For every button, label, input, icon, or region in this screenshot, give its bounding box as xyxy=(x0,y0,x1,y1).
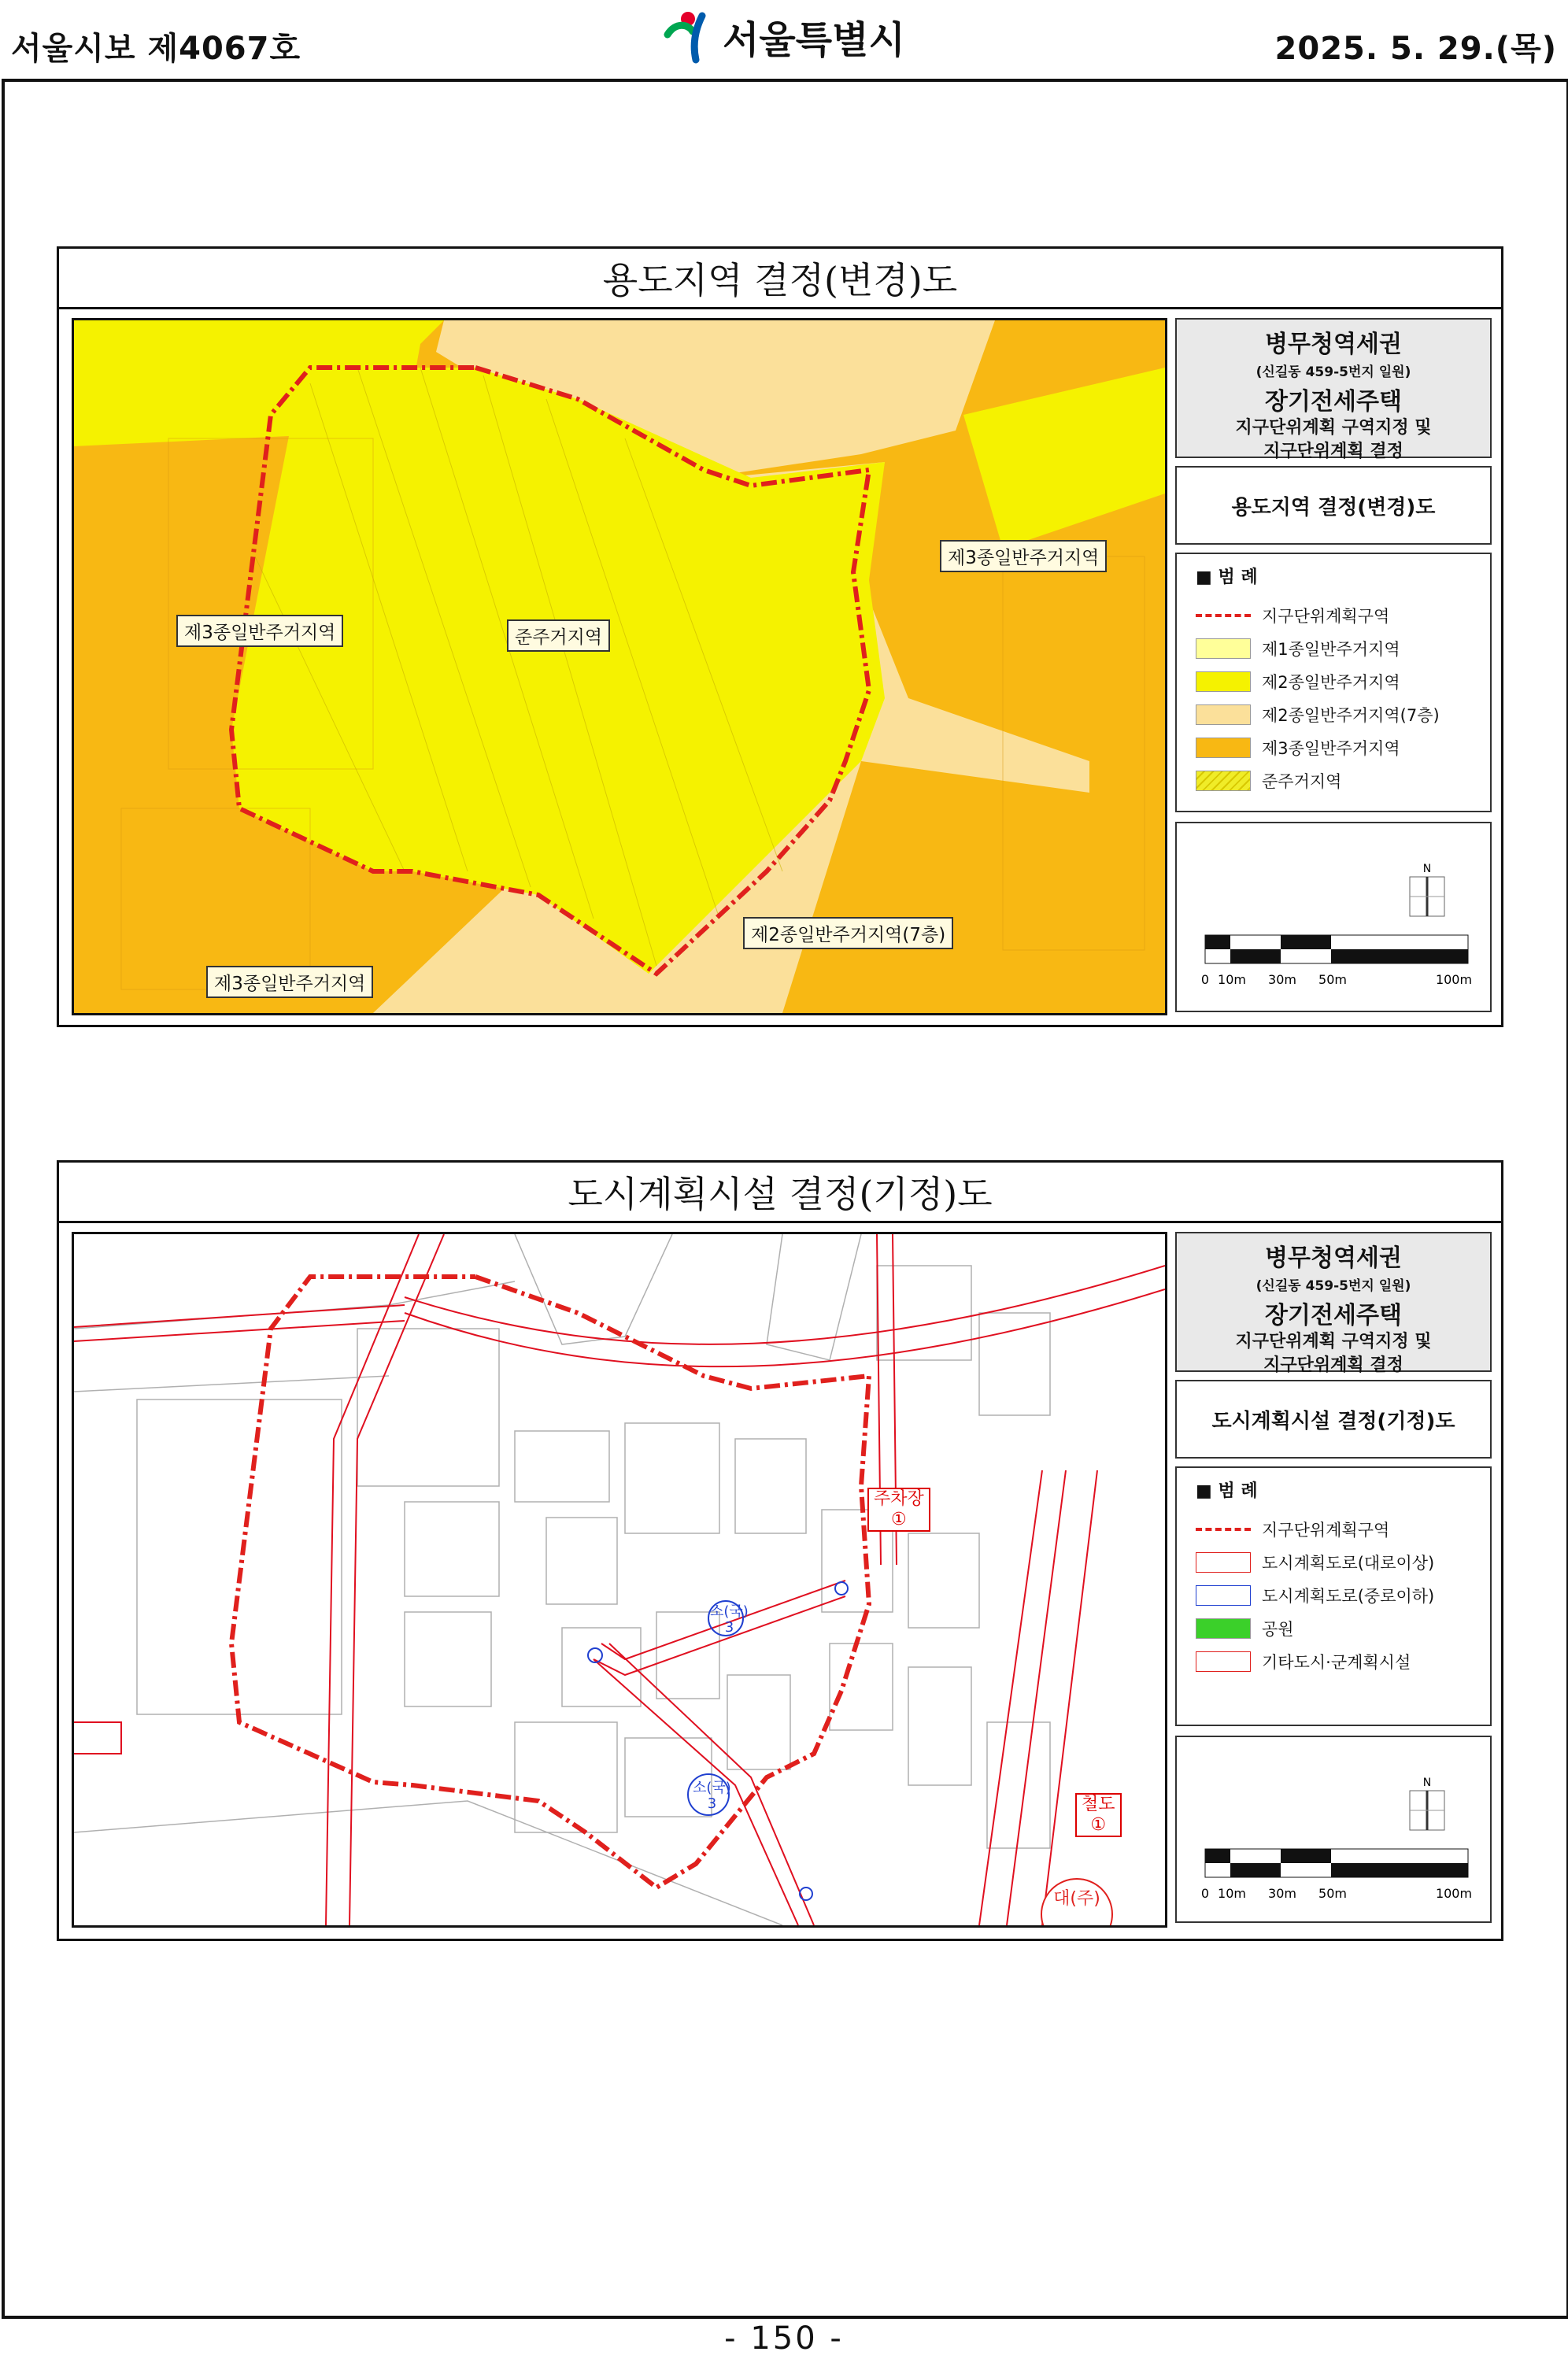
facility-label-parking: 주차장 ① xyxy=(867,1488,930,1532)
scale-label: 100m xyxy=(1435,972,1473,987)
zoning-map-graphic xyxy=(74,320,1165,1013)
project-desc-1: 지구단위계획 구역지정 및 xyxy=(1235,1332,1432,1351)
legend-title: ■ 범 례 xyxy=(1196,1481,1258,1501)
scale-box xyxy=(1175,822,1492,1012)
legend-swatch xyxy=(1196,738,1251,758)
legend-swatch-boundary xyxy=(1196,1519,1251,1540)
facility-map-graphic xyxy=(74,1234,1165,1925)
scale-label: 0 xyxy=(1200,972,1210,987)
project-desc-2: 지구단위계획 결정 xyxy=(1263,1355,1403,1375)
legend-label: 제2종일반주거지역 xyxy=(1262,673,1400,692)
panel-title: 도시계획시설 결정(기정)도 xyxy=(59,1163,1501,1223)
zoning-map-panel xyxy=(57,246,1503,1027)
legend-swatch-boundary xyxy=(1196,605,1251,626)
legend-label: 지구단위계획구역 xyxy=(1262,1521,1390,1540)
facility-map xyxy=(72,1232,1167,1928)
north-label: N xyxy=(1422,863,1432,875)
legend-item xyxy=(1196,1546,1490,1579)
legend-item xyxy=(1196,764,1490,797)
project-subtitle: 장기전세주택 xyxy=(1265,388,1402,416)
zone-label-west: 제3종일반주거지역 xyxy=(176,615,343,647)
seoul-logo xyxy=(661,5,905,68)
facility-map-panel xyxy=(57,1160,1503,1941)
title-block xyxy=(1175,318,1492,461)
project-name: 병무청역세권 xyxy=(1265,1244,1402,1272)
north-label: N xyxy=(1422,1777,1432,1789)
project-desc-2: 지구단위계획 결정 xyxy=(1263,442,1403,461)
legend-swatch xyxy=(1196,704,1251,725)
legend-item xyxy=(1196,632,1490,665)
zone-label-southwest: 제3종일반주거지역 xyxy=(206,966,373,998)
project-address: (신길동 459-5번지 일원) xyxy=(1256,1278,1411,1294)
legend-label: 지구단위계획구역 xyxy=(1262,607,1390,626)
legend-item xyxy=(1196,1579,1490,1612)
scale-label: 10m xyxy=(1218,972,1246,987)
legend-label: 도시계획도로(대로이상) xyxy=(1262,1554,1435,1573)
scale-label: 100m xyxy=(1435,1886,1473,1901)
legend-title: ■ 범 례 xyxy=(1196,568,1258,587)
legend-swatch xyxy=(1196,1585,1251,1606)
title-block xyxy=(1175,1232,1492,1375)
zone-label-center: 준주거지역 xyxy=(507,619,610,652)
publish-date: 2025. 5. 29.(목) xyxy=(1274,31,1557,67)
map-name: 용도지역 결정(변경)도 xyxy=(1231,495,1436,519)
road-label-1: 소(국) 3 xyxy=(710,1603,749,1636)
panel-title: 용도지역 결정(변경)도 xyxy=(59,249,1501,309)
legend-item xyxy=(1196,599,1490,632)
zoning-map xyxy=(72,318,1167,1015)
legend-swatch xyxy=(1196,1552,1251,1573)
zone-label-east: 제3종일반주거지역 xyxy=(940,540,1107,572)
legend-label: 제1종일반주거지역 xyxy=(1262,640,1400,659)
legend-swatch xyxy=(1196,1618,1251,1639)
road-label-2: 소(국) 3 xyxy=(693,1780,731,1812)
project-name: 병무청역세권 xyxy=(1265,331,1402,358)
seoul-logo-icon xyxy=(661,8,716,65)
scale-box xyxy=(1175,1736,1492,1923)
legend-label: 도시계획도로(중로이하) xyxy=(1262,1587,1435,1606)
legend-swatch-hatched xyxy=(1196,771,1251,791)
legend-label: 준주거지역 xyxy=(1262,772,1342,791)
legend-label: 기타도시·군계획시설 xyxy=(1262,1653,1411,1672)
legend-swatch xyxy=(1196,1651,1251,1672)
legend-item xyxy=(1196,665,1490,698)
scale-label: 50m xyxy=(1318,972,1347,987)
scale-label: 0 xyxy=(1200,1886,1210,1901)
north-arrow-icon xyxy=(1177,1737,1490,1921)
legend-item xyxy=(1196,1645,1490,1678)
legend-box xyxy=(1175,553,1492,812)
north-arrow-icon xyxy=(1177,823,1490,1011)
legend-item xyxy=(1196,1612,1490,1645)
scale-label: 30m xyxy=(1268,972,1296,987)
scale-label: 10m xyxy=(1218,1886,1246,1901)
logo-text: 서울특별시 xyxy=(723,17,905,62)
legend-label: 제2종일반주거지역(7층) xyxy=(1262,706,1440,725)
legend-item xyxy=(1196,1513,1490,1546)
legend-swatch xyxy=(1196,638,1251,659)
legend-swatch xyxy=(1196,671,1251,692)
legend-label: 제3종일반주거지역 xyxy=(1262,739,1400,758)
legend-box xyxy=(1175,1466,1492,1726)
page-number: - 150 - xyxy=(724,2320,844,2357)
facility-label-rail: 철도 ① xyxy=(1075,1793,1122,1837)
map-name-box xyxy=(1175,466,1492,545)
zone-label-south: 제2종일반주거지역(7층) xyxy=(743,917,953,949)
legend-item xyxy=(1196,731,1490,764)
project-subtitle: 장기전세주택 xyxy=(1265,1302,1402,1329)
legend-item xyxy=(1196,698,1490,731)
map-name: 도시계획시설 결정(기정)도 xyxy=(1211,1409,1455,1433)
project-desc-1: 지구단위계획 구역지정 및 xyxy=(1235,418,1432,438)
page-header xyxy=(0,0,1568,79)
facility-label-major: 대(주) xyxy=(1041,1878,1113,1928)
legend-label: 공원 xyxy=(1262,1620,1294,1639)
scale-label: 50m xyxy=(1318,1886,1347,1901)
gazette-number: 서울시보 제4067호 xyxy=(11,31,301,67)
project-address: (신길동 459-5번지 일원) xyxy=(1256,364,1411,380)
map-name-box xyxy=(1175,1380,1492,1459)
scale-label: 30m xyxy=(1268,1886,1296,1901)
